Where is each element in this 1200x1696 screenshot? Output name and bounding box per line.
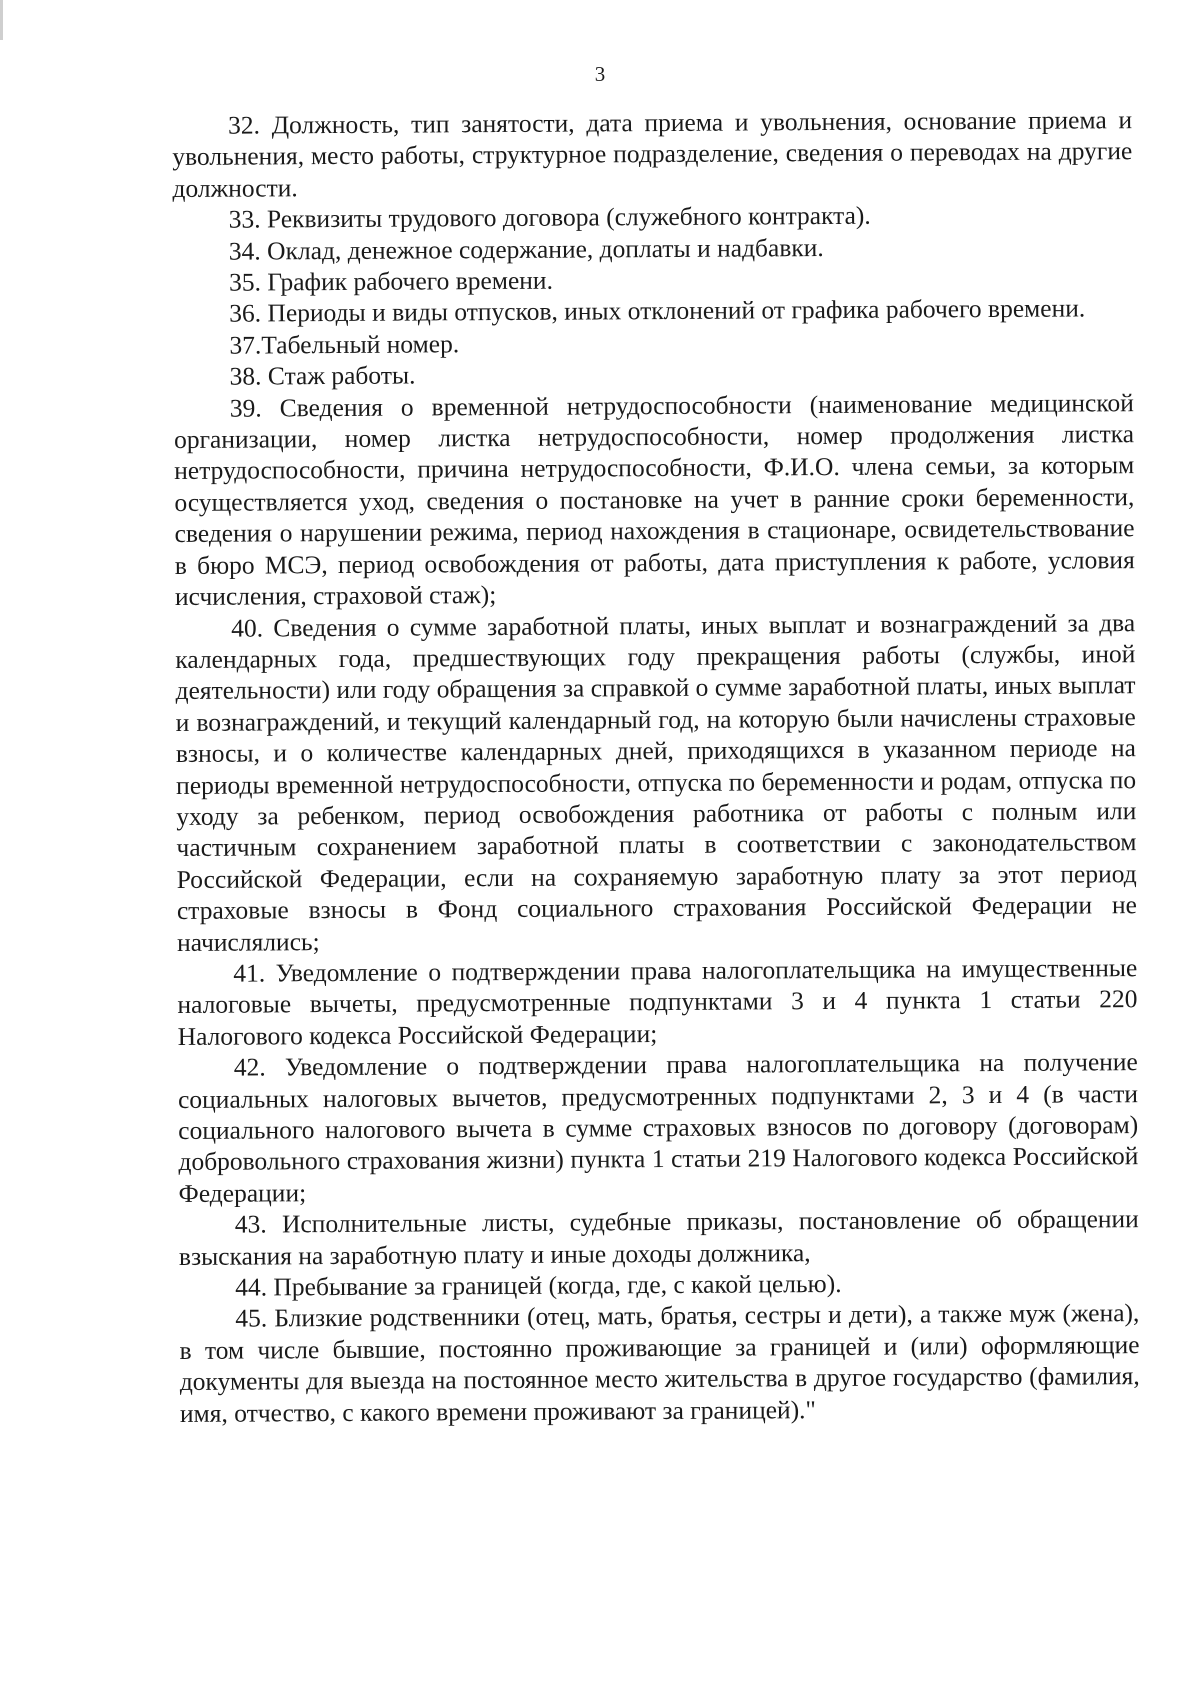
- list-item-35: 35. График рабочего времени.: [228, 265, 553, 297]
- list-item-42: 42. Уведомление о подтверждении права налогоплательщика на получение социальных налоговых вычетов, предусмотренных подпунктами 2, 3 и 4 (в части социального налогового вычета в сумме страховых взносов по договору (договорам) добровольного страхования жизни) пункта 1 статьи 219 Налогового кодекса Российской Федерации;: [177, 1047, 1139, 1208]
- list-item-43: 43. Исполнительные листы, судебные приказы, постановление об обращении взыскания на заработную плату и иные доходы должника,: [178, 1204, 1139, 1271]
- list-item-32: 32. Должность, тип занятости, дата приема и увольнения, основание приема и увольнения, место работы, структурное подразделение, сведения о переводах на другие должности.: [172, 105, 1133, 203]
- page-number: 3: [594, 62, 606, 86]
- list-item-44: 44. Пребывание за границей (когда, где, с какой целью).: [235, 1268, 842, 1302]
- list-item-38: 38. Стаж работы.: [229, 360, 416, 391]
- list-item-40: 40. Сведения о сумме заработной платы, иных выплат и вознаграждений за два календарных года, предшествующих году прекращения работы (службы, иной деятельности) или году обращения за справкой о сумме заработной платы, иных выплат и вознаграждений, и текущий календарный год, на которую были начислены страховые взносы, и о количестве календарных дней, приходящихся в указанном периоде на периоды временной нетрудоспособности, отпуска по беременности и родам, отпуска по уходу за ребенком, период освобождения работника от работы с полным или частичным сохранением заработной платы в соответствии с законодательством Российской Федерации, если на сохраняемую заработную плату за этот период страховые взносы в Фонд социального страхования Российской Федерации не начислялись;: [175, 607, 1137, 957]
- list-item-36: 36. Периоды и виды отпусков, иных отклонений от графика рабочего времени.: [229, 293, 1086, 329]
- list-item-37: 37.Табельный номер.: [229, 329, 460, 360]
- scan-edge-mark: [0, 0, 3, 40]
- document-body: [172, 104, 1140, 1429]
- list-item-39: 39. Сведения о временной нетрудоспособности (наименование медицинской организации, номер листка нетрудоспособности, номер продолжения листка нетрудоспособности, причина нетрудоспособности, Ф.И.О. члена семьи, за которым осуществляется уход, сведения о постановке на учет в ранние сроки беременности, сведения о нарушении режима, период нахождения в стационаре, освидетельствование в бюро МСЭ, период освобождения от работы, дата приступления к работе, условия исчисления, страховой стаж);: [173, 387, 1135, 612]
- list-item-34: 34. Оклад, денежное содержание, доплаты и надбавки.: [228, 232, 824, 266]
- list-item-45: 45. Близкие родственники (отец, мать, братья, сестры и дети), а также муж (жена), в том числе бывшие, постоянно проживающие за границей и (или) оформляющие документы для выезда на постоянное место жительства в другое государство (фамилия, имя, отчество, с какого времени проживают за границей).": [179, 1298, 1140, 1428]
- list-item-33: 33. Реквизиты трудового договора (служебного контракта).: [228, 200, 871, 234]
- list-item-41: 41. Уведомление о подтверждении права налогоплательщика на имущественные налоговые вычеты, предусмотренные подпунктами 3 и 4 пункта 1 статьи 220 Налогового кодекса Российской Федерации;: [177, 953, 1138, 1051]
